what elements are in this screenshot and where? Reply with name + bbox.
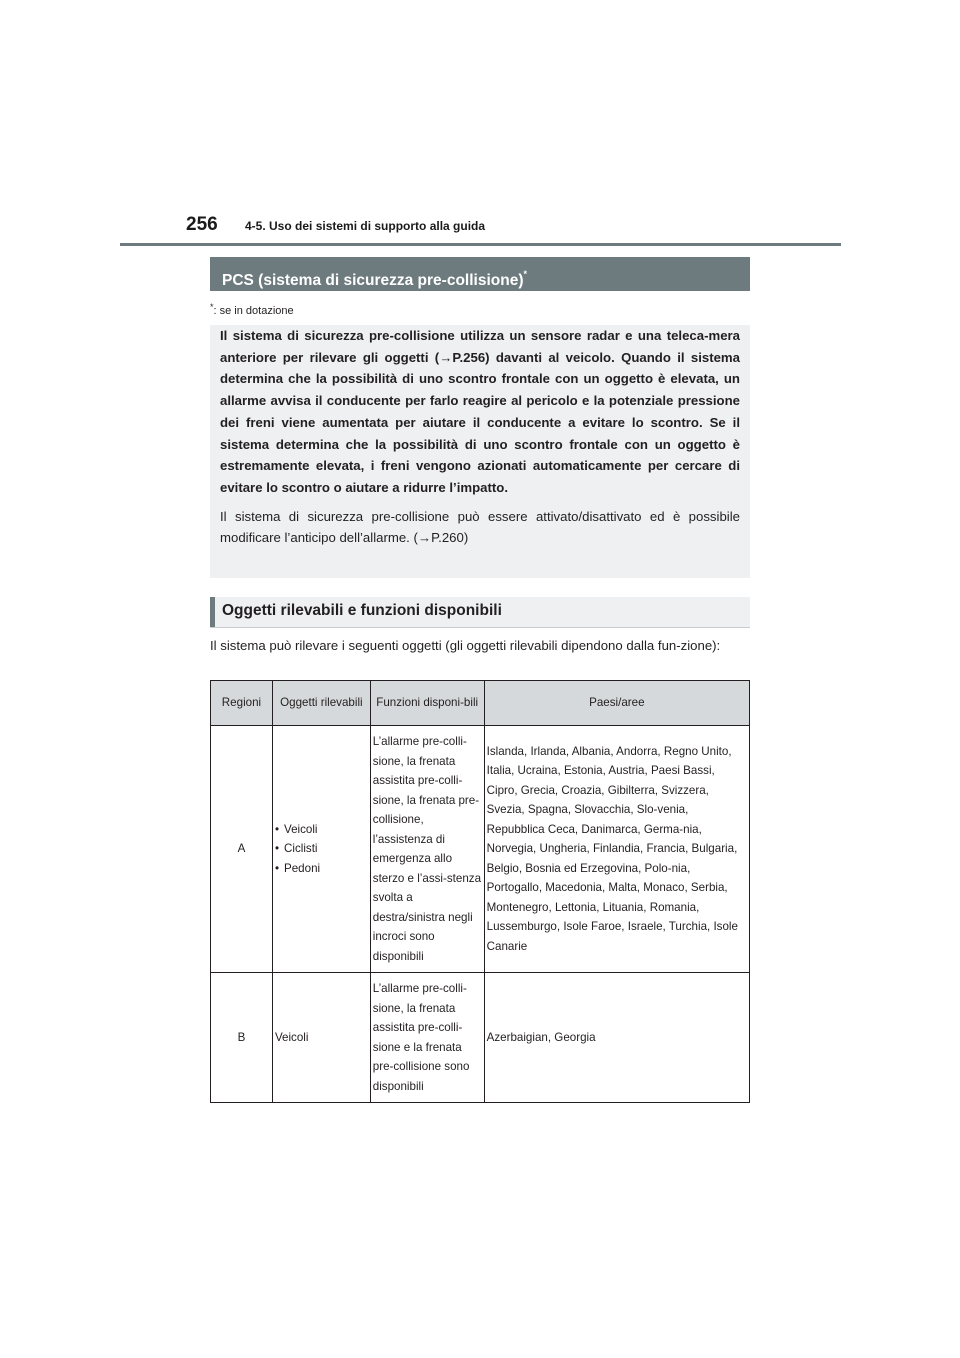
intro-normal-paragraph (220, 506, 740, 549)
footnote-text: : se in dotazione (213, 305, 294, 317)
header-divider (120, 243, 841, 246)
header-available-functions: Funzioni disponi-bili (370, 681, 484, 726)
functions-cell: L’allarme pre-colli-sione, la frenata assistita pre-colli-sione e la frenata pre-collisione sono disponibili (370, 973, 484, 1103)
countries-cell: Islanda, Irlanda, Albania, Andorra, Regno Unito, Italia, Ucraina, Estonia, Austria, Paesi Bassi, Cipro, Grecia, Croazia, Gibilterra, Svizzera, Svezia, Spagna, Slovacchia, Slo-venia, Repubblica Ceca, Danimarca, Germa-nia, Norvegia, Ungheria, Finlandia, Francia, Bulgaria, Belgio, Bosnia ed Erzegovina, Polo-nia, Portogallo, Macedonia, Malta, Monaco, Serbia, Montenegro, Lettonia, Lituania, Romania, Lussemburgo, Isole Faroe, Israele, Turchia, Isole Canarie (484, 726, 749, 973)
table-row (211, 973, 750, 1103)
page-reference-link[interactable]: P.256 (452, 349, 486, 365)
header-countries: Paesi/aree (484, 681, 749, 726)
region-cell: A (211, 726, 273, 973)
table-header-row (211, 681, 750, 726)
section-title-text: PCS (sistema di sicurezza pre-collisione) (222, 272, 524, 289)
objects-cell: Veicoli (272, 973, 370, 1103)
objects-cell (272, 726, 370, 973)
functions-cell: L’allarme pre-colli-sione, la frenata assistita pre-colli-sione, la frenata pre-collisione, l’assistenza di emergenza allo sterzo e l’assi-stenza svolta a destra/sinistra negli incroci sono disponibili (370, 726, 484, 973)
intro-normal-text-2: ) (463, 530, 469, 546)
section-title (210, 257, 750, 291)
arrow-icon: → (417, 530, 432, 546)
table-row (211, 726, 750, 973)
arrow-icon: → (439, 349, 453, 365)
footnote (210, 302, 294, 317)
chapter-title: 4-5. Uso dei sistemi di supporto alla guida (245, 219, 486, 233)
page-reference-link[interactable]: P.260 (431, 530, 464, 546)
header-detectable-objects: Oggetti rilevabili (272, 681, 370, 726)
body-paragraph: Il sistema può rilevare i seguenti oggetti (gli oggetti rilevabili dipendono dalla fun-zione): (210, 638, 721, 653)
section-title-footnote-mark: * (523, 269, 528, 279)
page-number: 256 (186, 214, 218, 235)
header-regions: Regioni (211, 681, 273, 726)
intro-bold-text-1: Il sistema di sicurezza pre-collisione utilizza un sensore radar e una teleca-mera anteriore per rilevare gli oggetti ( (220, 328, 740, 365)
object-list-item: • Ciclisti (275, 839, 368, 859)
object-list-item: • Veicoli (275, 820, 368, 840)
countries-cell: Azerbaigian, Georgia (484, 973, 749, 1103)
object-list-item: • Pedoni (275, 859, 368, 879)
footnote-mark: * (210, 302, 214, 312)
subsection-title: Oggetti rilevabili e funzioni disponibili (210, 597, 750, 627)
intro-normal-text-1: Il sistema di sicurezza pre-collisione può essere attivato/disattivato ed è possibile modificare l’anticipo dell’allarme. ( (220, 508, 740, 546)
intro-bold-paragraph (220, 325, 740, 499)
detectable-objects-table (210, 680, 750, 1103)
region-cell: B (211, 973, 273, 1103)
intro-box (210, 325, 750, 578)
subsection-divider (210, 627, 750, 628)
intro-bold-text-2: ) davanti al veicolo. Quando il sistema determina che la possibilità di uno scontro frontale con un oggetto è elevata, un allarme avvisa il conducente per farlo reagire al pericolo e la potenziale pressione dei freni viene aumentata per aiutare il conducente a evitare lo scontro. Se il sistema determina che la possibilità di uno scontro frontale con un oggetto è estremamente elevata, i freni vengono azionati automaticamente per cercare di evitare lo scontro o aiutare a ridurre l’impatto. (220, 349, 740, 495)
